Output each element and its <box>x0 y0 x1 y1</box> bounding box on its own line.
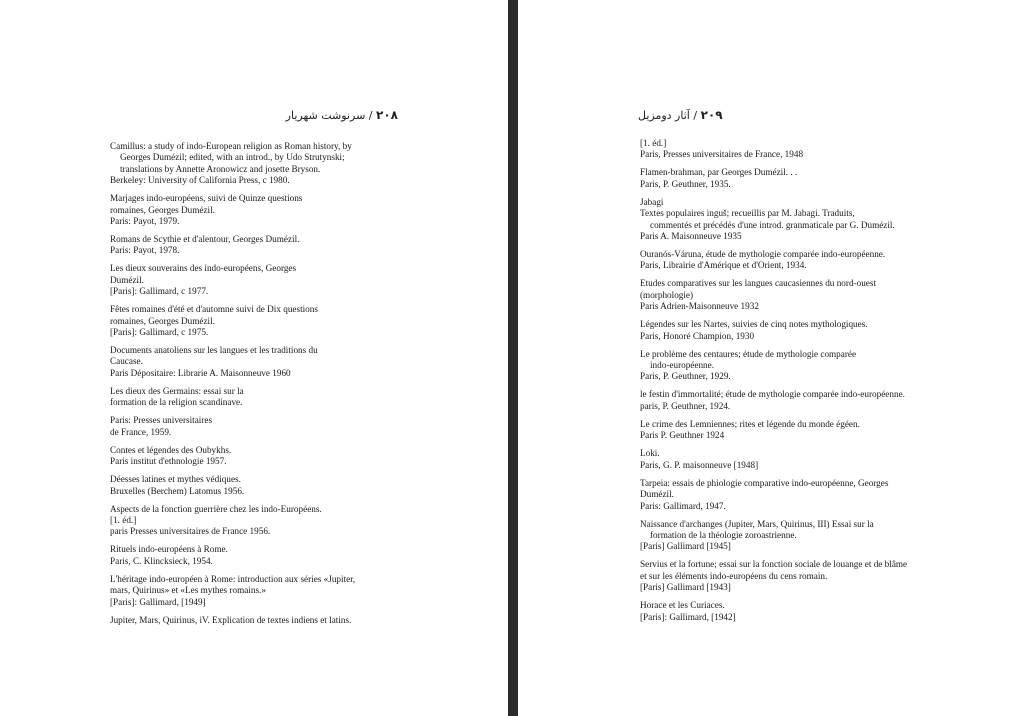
entry-line: [Paris] Gallimard [1943] <box>640 582 731 593</box>
entry-line: Paris institut d'ethnologie 1957. <box>110 456 227 467</box>
bibliography-entry <box>640 519 928 553</box>
entry-line: Naissance d'archanges (Jupiter, Mars, Quirinus, III) Essai sur la <box>640 518 874 529</box>
bibliography-entry <box>640 478 928 512</box>
entry-line: Paris, Librairie d'Amérique et d'Orient, 1934. <box>640 260 807 271</box>
entry-line: romaines, Georges Dumézil. <box>110 204 215 215</box>
left-page-header-separator: / <box>368 109 373 122</box>
entry-line: Camillus: a study of indo-European religion as Roman history, by <box>110 141 352 151</box>
entry-line: Romans de Scythie et d'alentour, Georges Dumézil. <box>110 234 300 245</box>
bibliography-entry <box>640 319 928 342</box>
entry-line: Tarpeia: essais de phiologie comparative indo-européenne, Georges <box>640 477 889 488</box>
right-bibliography-list <box>640 138 928 630</box>
entry-line: Les dieux des Germains: essai sur la <box>110 385 244 396</box>
entry-line: commentés et précédés d'une introd. granmaticale par G. Dumézil. <box>650 219 895 230</box>
entry-line: Marjages indo-européens, suivi de Quinze questions <box>110 193 303 204</box>
entry-line: Le crime des Lemniennes; rites et légende du monde égéen. <box>640 418 860 429</box>
entry-line: Jupiter, Mars, Quirinus, iV. Explication de textes indiens et latins. <box>110 614 352 625</box>
bibliography-entry <box>640 138 928 161</box>
entry-line: Paris: Gallimard, 1947. <box>640 500 726 511</box>
entry-line: Paris, G. P. maisonneuve [1948] <box>640 459 759 470</box>
right-page-header <box>638 108 723 122</box>
entry-line: formation de la religion scandinave. <box>110 397 243 408</box>
entry-line: L'héritage indo-européen à Rome: introduction aux séries «Jupiter, <box>110 573 356 584</box>
entry-line: Déesses latines et mythes védiques. <box>110 474 241 485</box>
entry-line: Contes et légendes des Oubykhs. <box>110 444 232 455</box>
entry-line: Rituels indo-européens à Rome. <box>110 544 228 555</box>
bibliography-entry <box>640 249 928 272</box>
right-page-number: ۲۰۹ <box>700 108 723 122</box>
entry-line: Paris: Payot, 1978. <box>110 245 180 256</box>
left-page <box>0 0 508 716</box>
entry-line: et sur les éléments indo-européens du cens romain. <box>640 570 828 581</box>
entry-line: Le problème des centaures; étude de mythologie comparée <box>640 348 857 359</box>
entry-line: Georges Dumézil; edited, with an introd., by Udo Strutynski; <box>120 152 345 163</box>
entry-line: paris Presses universitaires de France 1956. <box>110 526 271 537</box>
right-page-running-title: آثار دومزیل <box>638 109 690 122</box>
left-bibliography-list <box>110 141 392 633</box>
entry-line: [Paris]: Gallimard, [1942] <box>640 611 736 622</box>
left-page-header <box>286 108 398 122</box>
entry-line: [Paris]: Gallimard, [1949] <box>110 596 206 607</box>
entry-line: Paris, Presses universitaires de France, 1948 <box>640 149 804 160</box>
bibliography-entry <box>110 193 392 227</box>
bibliography-entry <box>110 304 392 338</box>
entry-line: Paris A. Maisonneuve 1935 <box>640 231 742 242</box>
bibliography-entry <box>640 278 928 312</box>
entry-line: Paris, C. Klincksieck, 1954. <box>110 555 213 566</box>
bibliography-entry <box>110 234 392 257</box>
entry-line: Caucase. <box>110 356 143 367</box>
entry-line: Dumézil. <box>110 274 144 285</box>
entry-line: Documents anatoliens sur les langues et les traditions du <box>110 345 318 356</box>
entry-line: de France, 1959. <box>110 426 172 437</box>
bibliography-entry <box>640 600 928 623</box>
bibliography-entry <box>110 386 392 409</box>
bibliography-entry <box>110 615 392 626</box>
bibliography-entry <box>110 474 392 497</box>
entry-line: Jabagi <box>640 196 664 207</box>
bibliography-entry <box>110 263 392 297</box>
entry-line: indo-européenne. <box>650 360 715 371</box>
entry-line: Paris, Honoré Champion, 1930 <box>640 330 755 341</box>
entry-line: Dumézil. <box>640 489 674 500</box>
entry-line: [Paris]: Gallimard, c 1975. <box>110 327 209 338</box>
entry-line: translations by Annette Aronowicz and josette Bryson. <box>120 163 321 174</box>
left-page-running-title: سرنوشت شهریار <box>285 109 366 122</box>
bibliography-entry <box>110 445 392 468</box>
entry-line: Paris, P. Geuthner, 1929. <box>640 371 731 382</box>
entry-line: romaines, Georges Dumézil. <box>110 315 215 326</box>
entry-line: Paris, P. Geuthner, 1935. <box>640 178 731 189</box>
bibliography-entry <box>640 197 928 243</box>
entry-line: Servius et la fortune; essai sur la fonction sociale de louange et de blâme <box>640 559 908 570</box>
entry-line: [Paris] Gallimard [1945] <box>640 541 731 552</box>
entry-line: Paris: Presses universitaires <box>110 415 213 426</box>
entry-line: Flamen-brahman, par Georges Dumézil. . . <box>640 167 798 178</box>
bibliography-entry <box>110 345 392 379</box>
bibliography-entry <box>640 389 928 412</box>
bibliography-entry <box>640 419 928 442</box>
bibliography-entry <box>640 349 928 383</box>
entry-line: formation de la théologie zoroastrienne. <box>650 529 797 540</box>
right-page <box>518 0 1024 716</box>
entry-line: Légendes sur les Nartes, suivies de cinq notes mythologiques. <box>640 319 868 330</box>
entry-line: [1. éd.] <box>640 138 667 148</box>
entry-line: Aspects de la fonction guerrière chez les indo-Européens. <box>110 503 322 514</box>
bibliography-entry <box>110 141 392 187</box>
entry-line: Fêtes romaines d'été et d'automne suivi de Dix questions <box>110 304 318 315</box>
entry-line: Paris Dépositaire: Librarie A. Maisonneuve 1960 <box>110 367 291 378</box>
entry-line: paris, P. Geuthner, 1924. <box>640 400 731 411</box>
entry-line: le festin d'immortalité; étude de mythologie comparée indo-européenne. <box>640 389 905 400</box>
bibliography-entry <box>110 415 392 438</box>
left-page-number: ۲۰۸ <box>376 108 398 122</box>
entry-line: Horace et les Curiaces. <box>640 600 725 611</box>
entry-line: Paris P. Geuthner 1924 <box>640 430 725 441</box>
entry-line: Loki. <box>640 448 660 459</box>
bibliography-entry <box>110 544 392 567</box>
entry-line: [1. éd.] <box>110 514 137 525</box>
bibliography-entry <box>640 559 928 593</box>
bibliography-entry <box>110 504 392 538</box>
bibliography-entry <box>640 167 928 190</box>
entry-line: Les dieux souverains des indo-européens, Georges <box>110 263 297 274</box>
book-spine <box>508 0 518 716</box>
entry-line: Etudes comparatives sur les langues caucasiennes du nord-ouest <box>640 278 876 289</box>
entry-line: Paris: Payot, 1979. <box>110 216 180 227</box>
bibliography-entry <box>110 574 392 608</box>
entry-line: [Paris]: Gallimard, c 1977. <box>110 286 209 297</box>
entry-line: (morphologie) <box>640 289 694 300</box>
entry-line: Bruxelles (Berchem) Latomus 1956. <box>110 485 245 496</box>
entry-line: Ouranós-Váruna, étude de mythologie comparée indo-européenne. <box>640 249 886 260</box>
entry-line: Paris Adrien-Maisonneuve 1932 <box>640 301 759 312</box>
bibliography-entry <box>640 448 928 471</box>
entry-line: Textes populaires inguš; recueillis par M. Jabagi. Traduits, <box>640 208 855 219</box>
entry-line: mars, Quirinus» et «Les mythes romains.» <box>110 585 266 596</box>
entry-line: Berkeley: University of California Press, c 1980. <box>110 175 290 186</box>
right-page-header-separator: / <box>693 109 698 122</box>
